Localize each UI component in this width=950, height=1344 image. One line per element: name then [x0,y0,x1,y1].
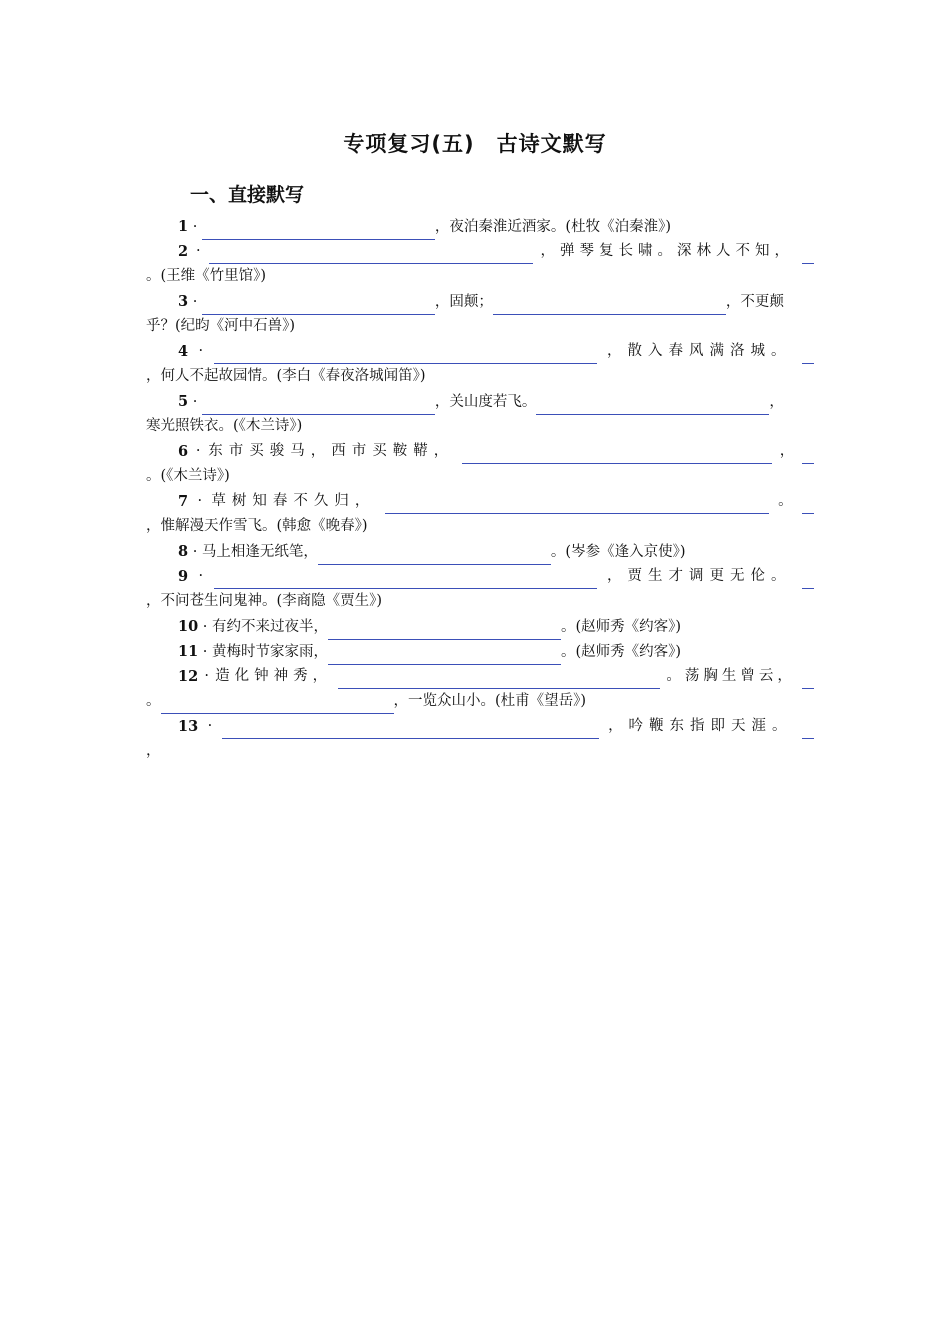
question-number: 1 [178,218,189,235]
number-separator: · [192,544,198,560]
number-separator: · [202,619,208,635]
answer-blank[interactable] [802,570,814,589]
question-text: 。(岑参《逢入京使》) [550,544,686,560]
question-text: ， [769,394,784,410]
question-text: ，关山度若飞。 [434,394,537,410]
question-text: ，不问苍生问鬼神。(李商隐《贾生》) [146,593,383,609]
answer-blank[interactable] [536,396,769,415]
question-number: 9 [178,568,189,585]
answer-blank[interactable] [802,445,814,464]
question-text: 。 [778,493,793,509]
question-2-continued [146,264,814,289]
question-number: 12 [178,668,199,685]
page-title: 专项复习(五) 古诗文默写 [343,132,607,156]
question-2 [178,239,814,264]
question-4-continued [146,364,814,389]
answer-blank[interactable] [802,670,814,689]
answer-blank[interactable] [385,495,769,514]
answer-blank[interactable] [802,495,814,514]
question-text: 马上相逢无纸笔， [201,544,318,560]
question-6-continued [146,464,814,489]
question-text: 。荡胸生曾云， [666,668,796,684]
answer-blank[interactable] [209,245,533,264]
answer-blank[interactable] [202,296,435,315]
answer-blank[interactable] [222,720,599,739]
answer-blank[interactable] [462,445,772,464]
question-1 [178,214,814,239]
question-text: 。(赵师秀《约客》) [561,644,682,660]
number-separator: · [198,568,204,584]
question-text: 。(王维《竹里馆》) [146,268,267,284]
answer-blank[interactable] [202,396,435,415]
question-text: ，弹琴复长啸。深林人不知， [540,243,795,259]
section-heading: 一、直接默写 [190,184,305,206]
answer-blank[interactable] [202,221,435,240]
number-separator: · [197,493,203,509]
question-4 [178,339,814,364]
question-number: 5 [178,393,189,410]
question-text: ，固颠； [434,294,493,310]
question-5-continued [146,414,814,439]
number-separator: · [196,243,201,259]
answer-blank[interactable] [214,570,597,589]
question-text: 造化钟神秀， [215,668,333,684]
question-text: 黄梅时节家家雨， [212,644,329,660]
question-number: 13 [178,718,199,735]
number-separator: · [195,443,201,459]
question-number: 2 [178,243,189,260]
number-separator: · [192,219,198,235]
answer-blank[interactable] [328,646,561,665]
question-number: 4 [178,343,189,360]
question-text: 。(《木兰诗》) [146,468,230,484]
question-number: 3 [178,293,189,310]
question-text: ，何人不起故园情。(李白《春夜洛城闻笛》) [146,368,426,384]
question-text: 有约不来过夜半， [212,619,329,635]
question-number: 11 [178,643,199,660]
question-8 [178,539,814,564]
question-text: ，贾生才调更无伦。 [607,568,792,584]
question-9-continued [146,589,814,614]
number-separator: · [192,294,198,310]
question-text: 。 [146,693,161,709]
question-13 [178,714,814,739]
answer-blank[interactable] [493,296,726,315]
question-text: ，不更颠 [725,294,784,310]
question-3-continued [146,314,814,339]
answer-blank[interactable] [338,670,660,689]
question-text: 。(赵师秀《约客》) [561,619,682,635]
question-text: ，惟解漫天作雪飞。(韩愈《晚春》) [146,518,368,534]
question-text: 乎？(纪昀《河中石兽》) [146,318,296,334]
question-9 [178,564,814,589]
question-number: 7 [178,493,189,510]
question-text: 寒光照铁衣。(《木兰诗》) [146,418,303,434]
answer-blank[interactable] [318,546,551,565]
answer-blank[interactable] [161,695,394,714]
question-text: ， [146,743,161,759]
question-text: ，一览众山小。(杜甫《望岳》) [393,693,587,709]
question-number: 8 [178,543,189,560]
question-text: ，吟鞭东指即天涯。 [608,718,793,734]
number-separator: · [204,668,209,684]
question-12 [178,664,814,689]
number-separator: · [202,644,208,660]
question-12-continued [146,689,814,714]
question-10 [178,614,814,639]
answer-blank[interactable] [802,345,814,364]
question-text: ，夜泊秦淮近酒家。(杜牧《泊秦淮》) [434,219,671,235]
question-7-continued [146,514,814,539]
answer-blank[interactable] [802,245,814,264]
question-6 [178,439,814,464]
answer-blank[interactable] [802,720,814,739]
question-13-continued [146,739,814,764]
question-3 [178,289,814,314]
answer-blank[interactable] [328,621,561,640]
question-5 [178,389,814,414]
question-text: ，散入春风满洛城。 [607,343,792,359]
question-7 [178,489,814,514]
question-number: 6 [178,443,189,460]
question-11 [178,639,814,664]
number-separator: · [198,343,204,359]
question-text: 东市买骏马，西市买鞍鞯， [208,443,455,459]
question-text: 草树知春不久归， [211,493,376,509]
question-text: ， [779,443,795,459]
number-separator: · [207,718,213,734]
number-separator: · [192,394,198,410]
question-number: 10 [178,618,199,635]
answer-blank[interactable] [214,345,597,364]
